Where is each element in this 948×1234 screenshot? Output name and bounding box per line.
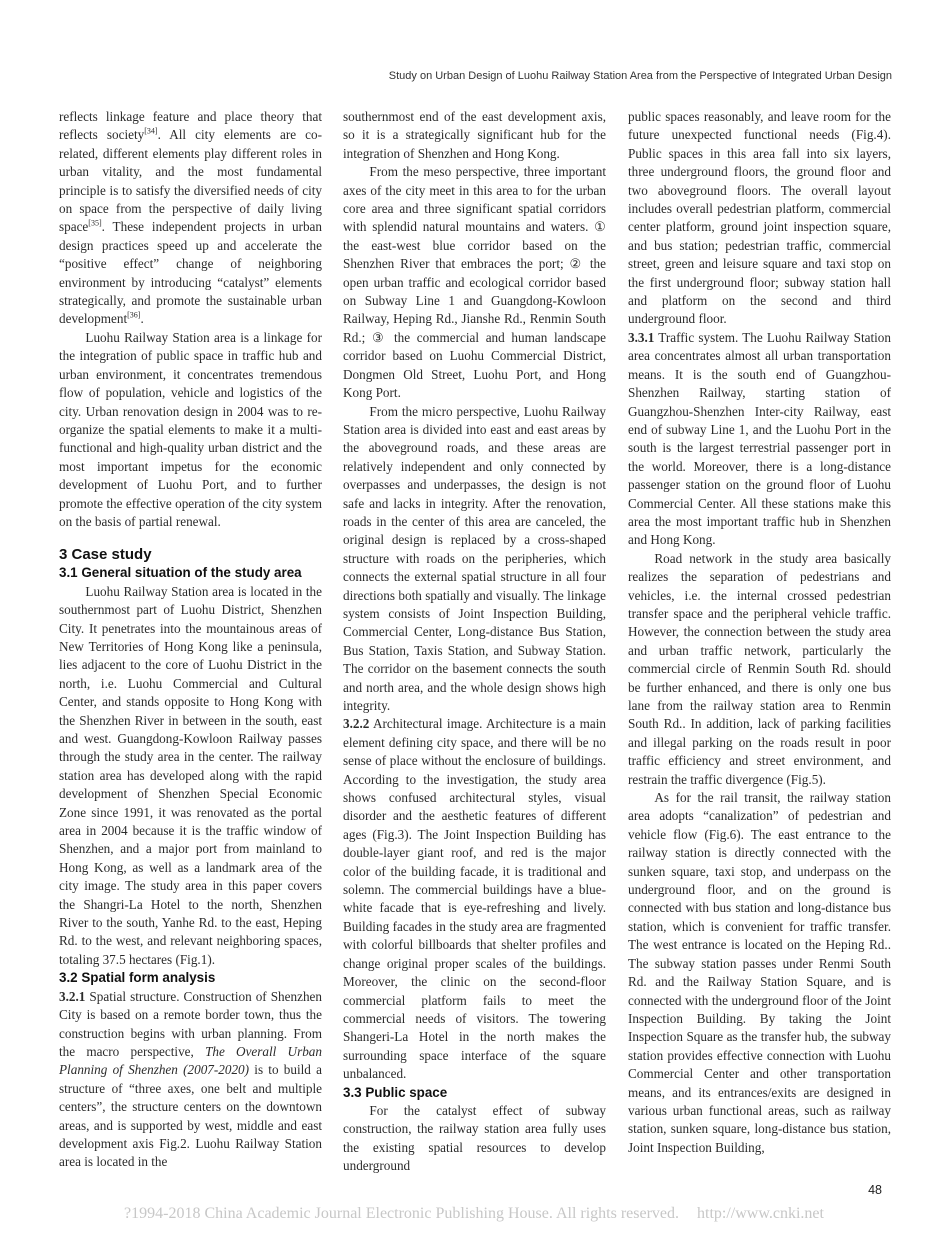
paragraph: For the catalyst effect of subway construction, the railway station area fully uses the existing spatial resources to develop underground [343,1102,606,1174]
subsection-heading-3-3: 3.3 Public space [343,1084,448,1100]
paragraph: public spaces reasonably, and leave room for the future unexpected functional needs (Fig.4). Public spaces in this area fall into six layers, three underground floors, the ground floor and two aboveground floors. The overall layout includes overall pedestrian platform, commercial center platform, ground joint inspection square, and bus station; pedestrian traffic, commercial street, green and leisure square and taxi stop on the first underground floor; subway station hall and platform on the second and third underground floor. [628,109,891,327]
paragraph: Luohu Railway Station area is a linkage for the integration of public space in traffic hub and urban environment, it concentrates tremendous flow of population, vehicle and logistics of the city. Urban renovation design in 2004 was to re-organize the spatial elements to make it a multi-functional and high-quality urban district and the most important impetus for the economic development of Luohu Port, and to further promote the effective operation of the city system on the basis of partial renewal. [59,329,322,529]
citation-ref[interactable]: [35] [88,219,102,229]
paragraph: From the micro perspective, Luohu Railway Station area is divided into east and east areas by the aboveground roads, and these areas are relatively independent and only connected by overpasses and underpasses, the design is not safe and lacks in integrity. After the renovation, roads in the center of this area are canceled, the original design is replaced by a cross-shaped structure with roads on the peripheries, which connects the external spatial structure in all four directions both spatially and visually. The linkage system consists of Joint Inspection Building, Commercial Center, Long-distance Bus Station, Bus Station, Taxis Station, and Subway Station. The corridor on the basement connects the south and north area, and the whole design shows high integrity. [343,403,606,713]
subsubsection-number: 3.2.1 [59,988,86,1004]
section-heading-3: 3 Case study [59,546,152,564]
column-right [628,108,891,1157]
page-number: 48 [868,1183,882,1197]
footer-watermark [0,1205,948,1223]
paragraph: As for the rail transit, the railway station area adopts “canalization” of pedestrian and vehicle flow (Fig.6). The east entrance to the railway station is directly connected with the sunken square, taxi stop, and underpass on the underground floor, and on the ground is connected with bus station and long-distance bus station, which is convenient for traffic transfer. The west entrance is located on the Heping Rd.. The subway station passes under Renmi South Rd. and the Railway Station Square, and is connected with the underground floor of the Joint Inspection Building. By taking the Joint Inspection Square as the transfer hub, the subway station provides effective connection with Luohu Commercial Center and other transportation means, and its entrances/exits are designed in various urban functional areas, such as railway station, sunken square, long-distance bus station, Joint Inspection Building, [628,790,891,1155]
citation-ref[interactable]: [36] [127,311,141,321]
column-middle [343,108,606,1176]
subsubsection-number: 3.2.2 [343,716,370,732]
plan-title: The Overall Urban Planning of Shenzhen (2007-2020) [59,1043,322,1078]
subsection-heading-3-1: 3.1 General situation of the study area [59,565,302,581]
footer-url[interactable]: http://www.cnki.net [697,1205,824,1222]
column-left [59,108,322,1172]
citation-ref[interactable]: [34] [144,127,158,137]
paragraph: 3.2.2 Architectural image. Architecture is a main element defining city space, and there will be no sense of place without the enclosure of buildings. According to the investigation, the study area shows confused architectural styles, visual disorder and the aesthetic features of different ages (Fig.3). The Joint Inspection Building has double-layer giant roof, and red is the major color of the building facade, it is traditional and solemn. The commercial buildings have a blue-white facade that is eye-refreshing and lively. Building facades in the study area are fragmented with colorful billboards that shelter profiles and change original proper scales of the buildings. Moreover, the clinic on the second-floor commercial platform fails to meet the commercial needs of visitors. The towering Shangeri-La Hotel in the north makes the surrounding space interface of the square unbalanced. [343,716,606,1082]
running-header: Study on Urban Design of Luohu Railway Station Area from the Perspective of Integrated Urban Design [388,70,892,82]
paragraph: southernmost end of the east development axis, so it is a strategically significant hub for the integration of Shenzhen and Hong Kong. [343,109,606,161]
paragraph: 3.3.1 Traffic system. The Luohu Railway Station area concentrates almost all urban transportation means. It is the south end of Guangzhou-Shenzhen Railway, starting station of Guangzhou-Shenzhen Inter-city Railway, east end of subway Line 1, and the Luohu Port in the south is the largest terrestrial passenger port in the world. Moreover, there is a long-distance passenger station on the ground floor of Luohu Commercial Center. All these stations make this area the most important traffic hub in Shenzhen and Hong Kong. [628,329,891,548]
paragraph: reflects linkage feature and place theory that reflects society[34]. All city elements are co-related, different elements play different roles in urban vitality, and the most fundamental principle is to satisfy the diversified needs of city on space from the perspective of daily living space[35]. These independent projects in urban design practices speed up and accelerate the “positive effect” change of neighboring environment by introducing “catalyst” elements strategically, and promote the sustainable urban development[36]. [59,109,322,327]
subsubsection-number: 3.3.1 [628,329,655,345]
subsection-heading-3-2: 3.2 Spatial form analysis [59,970,216,986]
paragraph: Road network in the study area basically realizes the separation of pedestrians and vehicles, i.e. the internal crossed pedestrian transfer space and the peripheral vehicle traffic. However, the connection between the study area and urban traffic network, particularly the commercial circle of Renmin South Rd. should be further enhanced, and there is only one bus lane from the railway station area to Renmin South Rd.. In addition, lack of parking facilities and illegal parking on the roads result in poor traffic efficiency and street environment, and restrain the traffic divergence (Fig.5). [628,550,891,787]
paragraph: Luohu Railway Station area is located in the southernmost part of Luohu District, Shenzhen City. It penetrates into the mountainous areas of New Territories of Hong Kong like a peninsula, lies adjacent to the core of Luohu District in the north, i.e. Luohu Commercial and Cultural Center, and stands opposite to Hong Kong with the Shenzhen River in between in the south, east and west. Guangdong-Kowloon Railway passes through the study area in the center. The railway station area has developed along with the rapid development of Shenzhen Special Economic Zone since 1991, it was renovated as the portal area in 2004 because it is the traffic window of Shenzhen, and a major port from mainland to Hong Kong, as well as a landmark area of the city image. The study area in this paper covers the Shangri-La Hotel to the north, Shenzhen River to the south, Yanhe Rd. to the east, Heping Rd. to the west, and relevant neighboring spaces, totaling 37.5 hectares (Fig.1). [59,583,322,967]
paragraph: From the meso perspective, three important axes of the city meet in this area to for the urban core area and three significant spatial corridors with splendid natural mountains and waters. ① the east-west blue corridor based on the Shenzhen River that embraces the port; ② the open urban traffic and ecological corridor based on Subway Line 1 and Guangdong-Kowloon Railway, Heping Rd., Jianshe Rd., Renmin South Rd.; ③ the commercial and human landscape corridor based on Luohu Commercial District, Dongmen Old Street, Luohu Port, and Hong Kong Port. [343,164,606,401]
copyright-notice: ?1994-2018 China Academic Journal Electronic Publishing House. All rights reserved. [124,1205,680,1222]
paragraph: 3.2.1 Spatial structure. Construction of Shenzhen City is based on a remote border town, thus the construction begins with urban planning. From the macro perspective, The Overall Urban Planning of Shenzhen (2007-2020) is to build a structure of “three axes, one belt and multiple centers”, the structure centers on the downtown areas, and is supported by west, middle and east development axis Fig.2. Luohu Railway Station area is located in the [59,988,322,1170]
